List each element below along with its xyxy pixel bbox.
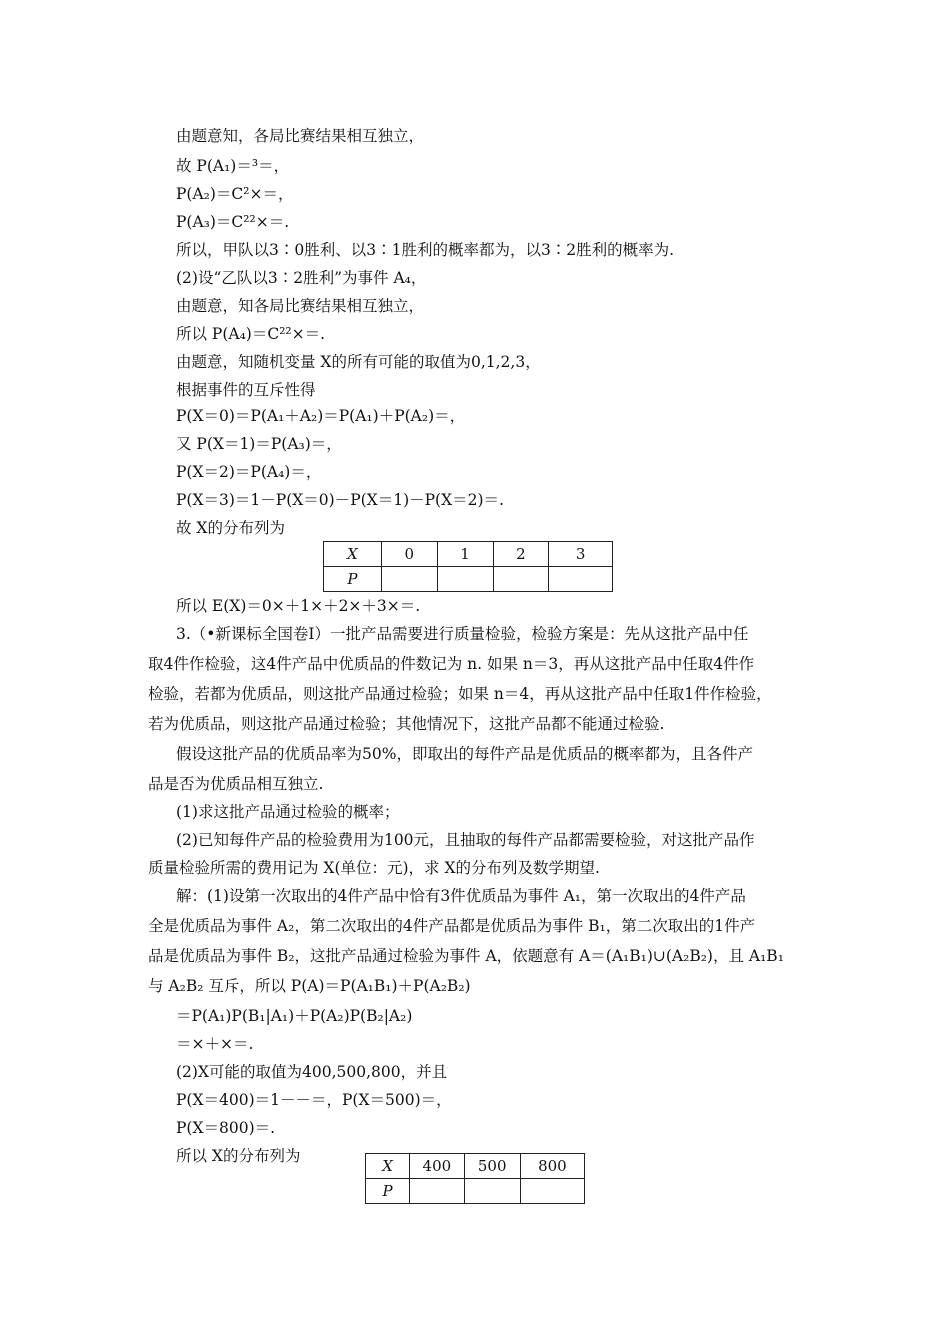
text-line: 由题意，知各局比赛结果相互独立， <box>176 297 425 315</box>
distribution-table <box>365 1153 585 1204</box>
text-line: P(A₂)＝C²×＝， <box>176 185 294 203</box>
text-line: P(X＝0)＝P(A₁＋A₂)＝P(A₁)＋P(A₂)＝， <box>176 407 466 425</box>
solution-line: 解：(1)设第一次取出的4件产品中恰有3件优质品为事件 A₁，第一次取出的4件产品 <box>176 887 746 905</box>
table-cell <box>549 567 613 592</box>
text-line: 故 P(A₁)＝³＝， <box>176 157 290 175</box>
text-line: (2)设“乙队以3∶2胜利”为事件 A₄， <box>176 269 427 287</box>
table-cell: 800 <box>520 1154 584 1179</box>
text-line: P(A₃)＝C²²×＝. <box>176 213 290 231</box>
table-cell: 500 <box>464 1154 520 1179</box>
text-line: 所以，甲队以3∶0胜利、以3∶1胜利的概率都为，以3∶2胜利的概率为. <box>176 241 675 259</box>
table-row <box>366 1154 585 1179</box>
table-cell: 1 <box>437 542 493 567</box>
solution-line: 品是优质品为事件 B₂，这批产品通过检验为事件 A，依题意有 A＝(A₁B₁)∪(A₂B₂)，且 A₁B₁ <box>148 947 784 965</box>
problem-statement: (1)求这批产品通过检验的概率； <box>176 803 400 821</box>
problem-statement: 取4件作检验，这4件产品中优质品的件数记为 n. 如果 n＝3，再从这批产品中任取4件作 <box>148 655 755 673</box>
problem-statement: (2)已知每件产品的检验费用为100元，且抽取的每件产品都需要检验，对这批产品作 <box>176 831 755 849</box>
problem-statement: 3.（•新课标全国卷Ⅰ）一批产品需要进行质量检验，检验方案是：先从这批产品中任 <box>176 625 749 643</box>
text-line: P(X＝2)＝P(A₄)＝， <box>176 463 322 481</box>
table-cell <box>520 1179 584 1204</box>
text-line: 所以 E(X)＝0×＋1×＋2×＋3×＝. <box>176 597 421 615</box>
text-line: P(X＝3)＝1－P(X＝0)－P(X＝1)－P(X＝2)＝. <box>176 491 504 509</box>
table-cell: X <box>366 1154 410 1179</box>
problem-statement: 品是否为优质品相互独立. <box>148 775 324 793</box>
solution-line: P(X＝400)＝1－－＝，P(X＝500)＝， <box>176 1091 452 1109</box>
table-row <box>366 1179 585 1204</box>
solution-line: P(X＝800)＝. <box>176 1119 276 1137</box>
table-row <box>324 542 613 567</box>
table-cell <box>381 567 437 592</box>
solution-line: 全是优质品为事件 A₂，第二次取出的4件产品都是优质品为事件 B₁，第二次取出的1件产 <box>148 917 756 935</box>
table-cell: 400 <box>410 1154 464 1179</box>
table-cell: 2 <box>493 542 549 567</box>
table-cell: P <box>324 567 382 592</box>
text-line: 故 X的分布列为 <box>176 519 285 537</box>
table-cell: X <box>324 542 382 567</box>
solution-line: 所以 X的分布列为 <box>176 1147 301 1165</box>
table-cell <box>437 567 493 592</box>
text-line: 根据事件的互斥性得 <box>176 381 316 399</box>
table-cell: 3 <box>549 542 613 567</box>
table-cell <box>410 1179 464 1204</box>
text-line: 由题意知，各局比赛结果相互独立， <box>176 127 425 145</box>
solution-line: ＝×＋×＝. <box>176 1035 254 1053</box>
problem-statement: 若为优质品，则这批产品通过检验；其他情况下，这批产品都不能通过检验. <box>148 715 665 733</box>
table-cell <box>493 567 549 592</box>
table-cell <box>464 1179 520 1204</box>
problem-statement: 检验，若都为优质品，则这批产品通过检验；如果 n＝4，再从这批产品中任取1件作检验， <box>148 685 772 703</box>
problem-statement: 假设这批产品的优质品率为50%，即取出的每件产品是优质品的概率都为，且各件产 <box>176 745 753 763</box>
distribution-table <box>323 541 613 592</box>
solution-line: (2)X可能的取值为400,500,800，并且 <box>176 1063 448 1081</box>
solution-line: ＝P(A₁)P(B₁|A₁)＋P(A₂)P(B₂|A₂) <box>176 1007 413 1025</box>
table-cell: 0 <box>381 542 437 567</box>
table-row <box>324 567 613 592</box>
solution-line: 与 A₂B₂ 互斥，所以 P(A)＝P(A₁B₁)＋P(A₂B₂) <box>148 977 471 995</box>
text-line: 由题意，知随机变量 X的所有可能的取值为0,1,2,3， <box>176 353 541 371</box>
table-cell: P <box>366 1179 410 1204</box>
text-line: 又 P(X＝1)＝P(A₃)＝， <box>176 435 342 453</box>
problem-statement: 质量检验所需的费用记为 X(单位：元)，求 X的分布列及数学期望. <box>148 859 600 877</box>
text-line: 所以 P(A₄)＝C²²×＝. <box>176 325 326 343</box>
